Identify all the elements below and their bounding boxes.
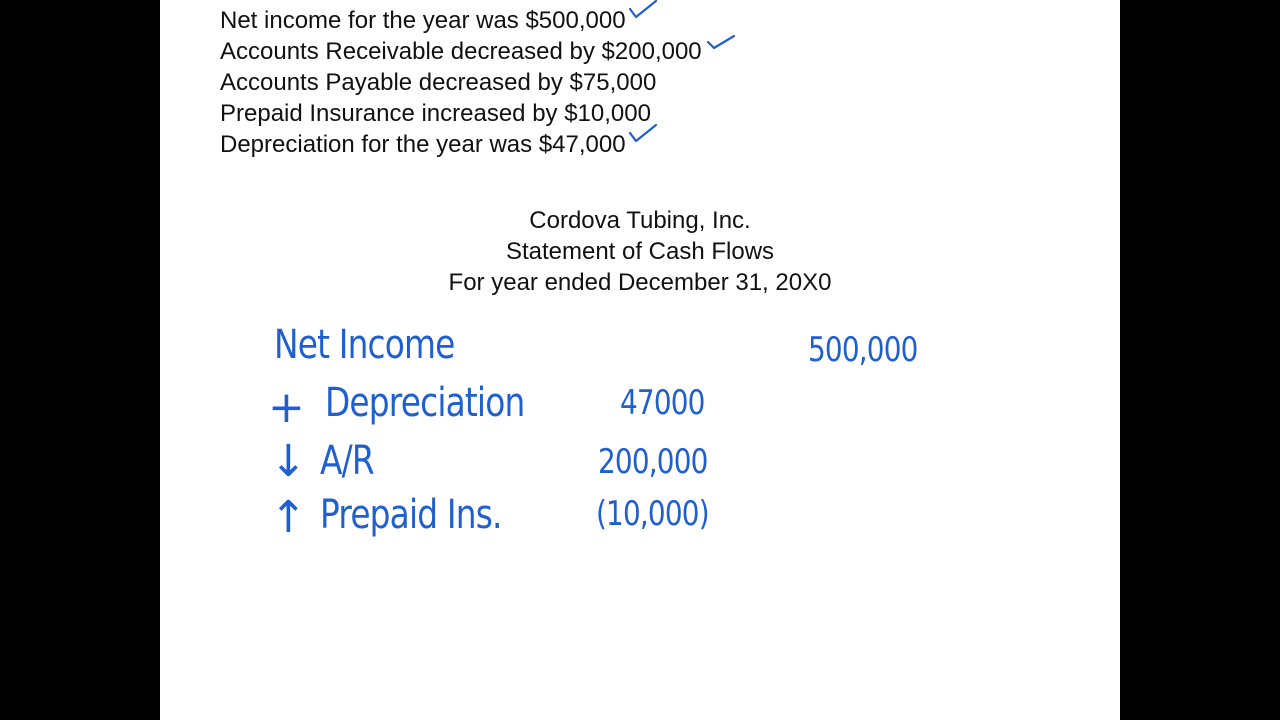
fact-depreciation	[220, 129, 736, 160]
statement-heading	[160, 205, 1120, 298]
statement-title: Statement of Cash Flows	[505, 238, 775, 265]
checkmark-icon	[626, 5, 660, 29]
fact-text: Accounts Receivable decreased by $200,000	[220, 38, 702, 65]
checkmark-icon	[626, 129, 660, 153]
hw-prepaid-label: Prepaid Ins.	[320, 492, 502, 538]
hw-depreciation-value: 47000	[620, 383, 705, 423]
hw-net-income-value: 500,000	[808, 330, 918, 370]
company-name: Cordova Tubing, Inc.	[529, 207, 751, 234]
fact-text: Net income for the year was $500,000	[220, 7, 626, 34]
hw-net-income-label: Net Income	[274, 322, 455, 368]
fact-text: Depreciation for the year was $47,000	[220, 131, 626, 158]
hw-depreciation-label: Depreciation	[325, 380, 525, 426]
arrow-up-icon: ↑	[270, 492, 306, 543]
fact-net-income	[220, 5, 736, 36]
fact-accounts-payable	[220, 67, 736, 98]
checkmark-icon	[702, 36, 736, 60]
fact-accounts-receivable	[220, 36, 736, 67]
hw-ar-value: 200,000	[598, 442, 708, 482]
fact-text: Prepaid Insurance increased by $10,000	[220, 100, 651, 127]
hw-plus-sign: +	[268, 382, 304, 433]
hw-prepaid-value: (10,000)	[596, 494, 709, 534]
statement-period: For year ended December 31, 20X0	[448, 269, 832, 296]
fact-text: Accounts Payable decreased by $75,000	[220, 69, 657, 96]
hw-ar-label: A/R	[320, 438, 374, 484]
arrow-down-icon: ↓	[270, 436, 306, 487]
whiteboard-page	[160, 0, 1120, 720]
given-facts-list	[220, 5, 736, 160]
